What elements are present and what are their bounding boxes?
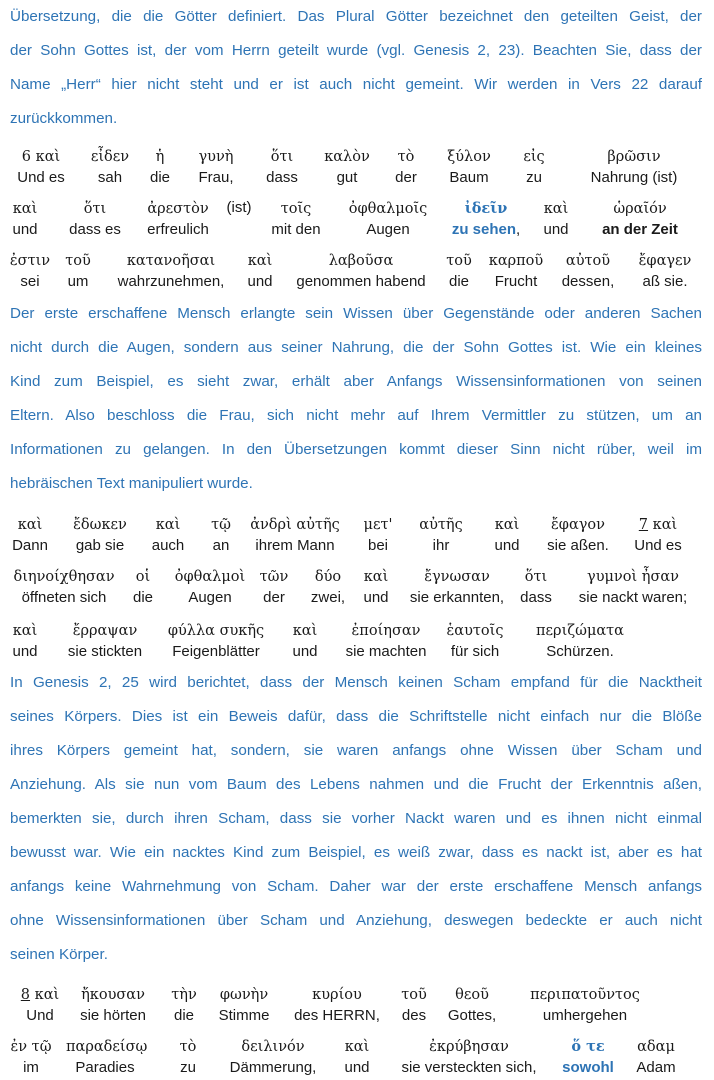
word-pair: ἔφαγον sie aßen. [547,517,609,554]
word-pair: ἐποίησαν sie machten [345,623,427,660]
text-line: seinen Körper. [10,946,108,963]
word-pair: ὀφθαλμοὶ Augen [174,569,246,606]
text-line: Kind zum Beispiel, es sieht zwar, erhält aber Anfangs Wissensinformationen von seinen [10,373,702,390]
text-line: der Sohn Gottes ist, der vom Herrn geteilt wurde (vgl. Genesis 2, 23). Beachten Sie, dass der [10,42,702,59]
word-pair: ἔφαγεν aß sie. [638,253,692,290]
word-pair: καὶ und [12,623,38,660]
text-line: zurückkommen. [10,110,118,127]
word-pair: γυνὴ Frau, [198,149,234,186]
word-pair: ἤκουσαν sie hörten [80,987,146,1024]
word-pair: καλὸν gut [324,149,370,186]
word-pair: φωνὴν Stimme [218,987,270,1024]
word-pair: 6 καὶ Und es [17,149,65,186]
word-pair: κατανοῆσαι wahrzunehmen, [117,253,225,290]
word-pair: τὸ zu [179,1039,197,1076]
word-pair: καὶ Dann [12,517,48,554]
word-pair: ἀνδρὶ αὐτῆς ihrem Mann [250,517,340,554]
word-pair: βρῶσιν Nahrung (ist) [590,149,678,186]
word-pair: ξύλον Baum [447,149,491,186]
word-pair: καρποῦ Frucht [488,253,544,290]
interlinear-line [0,620,714,664]
word-pair: ἑαυτοῖς für sich [446,623,504,660]
word-pair: καὶ und [247,253,273,290]
word-pair: τὸ der [395,149,417,186]
word-pair: ἔρραψαν sie stickten [67,623,143,660]
word-pair: κυρίου des HERRN, [294,987,380,1024]
word-pair: ὅτι dass es [69,201,121,238]
word-pair: καὶ und [543,201,569,238]
word-pair: θεοῦ Gottes, [447,987,497,1024]
interlinear-line [0,514,714,558]
word-pair: ὅτι dass [266,149,298,186]
word-pair: καὶ auch [151,517,185,554]
commentary-paragraph-2 [10,297,702,501]
word-pair: εἰς zu [523,149,545,186]
text-line: Übersetzung, die die Götter definiert. Das Plural Götter bezeichnet den geteilten Geist, der [10,8,702,25]
word-pair: ὀφθαλμοῖς Augen [348,201,428,238]
interlinear-line [0,984,714,1028]
text-line: bemerkten sie, durch ihren Scham, dass sie vorher Nackt waren und es ihnen nicht einmal [10,810,702,827]
text-line: ohne Wissensinformationen über Scham und Anziehung, deswegen bedeckte er auch nicht [10,912,702,929]
word-pair: λαβοῦσα genommen habend [296,253,426,290]
word-pair: καὶ und [344,1039,370,1076]
word-pair: ὅτι dass [520,569,552,606]
word-pair: 8 καὶ Und [20,987,60,1024]
word-pair: καὶ und [292,623,318,660]
word-pair: ἐν τῷ im [10,1039,52,1076]
text-line: In Genesis 2, 25 wird berichtet, dass der Mensch keinen Scham empfand für die Nacktheit [10,674,702,691]
word-pair: εἶδεν sah [90,149,130,186]
word-pair: ἔγνωσαν sie erkannten, [409,569,505,606]
word-pair: αδαμ Adam [636,1039,676,1076]
word-pair: τῷ an [211,517,231,554]
text-line: Name „Herr“ hier nicht steht und er ist auch nicht gemeint. Wir werden in Vers 22 darauf [10,76,702,93]
word-pair: ὡραῖόν an der Zeit [602,201,678,238]
word-pair: τοῦ die [446,253,472,290]
word-pair: ἀρεστὸν erfreulich [147,201,209,238]
interlinear-line [0,146,714,190]
text-line: hebräischen Text manipuliert wurde. [10,475,253,492]
word-pair: τὴν die [171,987,197,1024]
interlinear-line [0,250,714,294]
text-line: Informationen zu gelangen. In den Übersetzungen kommt dieser Sinn nicht rüber, weil im [10,441,702,458]
word-pair: αὐτῆς ihr [419,517,463,554]
word-pair: ἐκρύβησαν sie versteckten sich, [401,1039,537,1076]
word-pair: 7 καὶ Und es [634,517,682,554]
word-pair: παραδείσῳ Paradies [66,1039,148,1076]
word-pair: ἡ die [149,149,171,186]
text-line: Anziehung. Als sie nun vom Baum des Lebens nahmen und die Frucht der Erkenntnis aßen, [10,776,702,793]
word-pair: φύλλα συκῆς Feigenblätter [167,623,265,660]
commentary-paragraph-3 [10,666,702,972]
text-line: seines Körpers. Dies ist ein Beweis dafür, dass die Schriftstelle nicht einfach nur die Blöße [10,708,702,725]
interlinear-line [0,566,714,610]
word-pair: ἔδωκεν gab sie [73,517,127,554]
text-line: Der erste erschaffene Mensch erlangte sein Wissen über Gegenstände oder anderen Sachen [10,305,702,322]
text-line: Eltern. Also beschloss die Frau, sich nicht mehr auf Ihrem Vermittler zu stützen, um an [10,407,702,424]
interlinear-line [0,198,714,242]
word-pair: δειλινόν Dämmerung, [229,1039,317,1076]
word-pair: διηνοίχθησαν öffneten sich [13,569,115,606]
text-line: bewusst war. Wie ein nacktes Kind zum Beispiel, es weiß zwar, dass es nackt ist, aber es hat [10,844,702,861]
text-line: anfangs keine Wahrnehmung von Scham. Daher war der erste erschaffene Mensch anfangs [10,878,702,895]
word-pair: ἐστιν sei [9,253,51,290]
word-pair: δύο zwei, [310,569,346,606]
commentary-paragraph-1 [10,0,702,136]
word-pair: τοῦ des [401,987,427,1024]
word-pair: τοῖς mit den [271,201,321,238]
word-pair: ὅ τε sowohl [562,1038,614,1076]
word-pair: τῶν der [259,569,289,606]
word-pair: περιζώματα Schürzen. [536,623,624,660]
word-pair: αὐτοῦ dessen, [561,253,615,290]
word-pair: τοῦ um [65,253,91,290]
text-line: ihres Körpers gemeint hat, sondern, sie waren anfangs ohne Wissen über Scham und [10,742,702,759]
interlinear-line [0,1036,714,1080]
text-line: nicht durch die Augen, sondern aus seiner Nahrung, die der Sohn Gottes ist. Wie ein kleines [10,339,702,356]
word-pair: ἰδεῖν zu sehen, [451,200,521,238]
word-pair: γυμνοὶ ἦσαν sie nackt waren; [578,569,688,606]
word-pair: καὶ und [363,569,389,606]
word-pair: μετ' bei [363,517,393,554]
word-pair: οἱ die [132,569,154,606]
word-pair: (ist) [226,199,252,216]
word-pair: περιπατοῦντος umhergehen [530,987,640,1024]
word-pair: καὶ und [12,201,38,238]
word-pair: καὶ und [494,517,520,554]
